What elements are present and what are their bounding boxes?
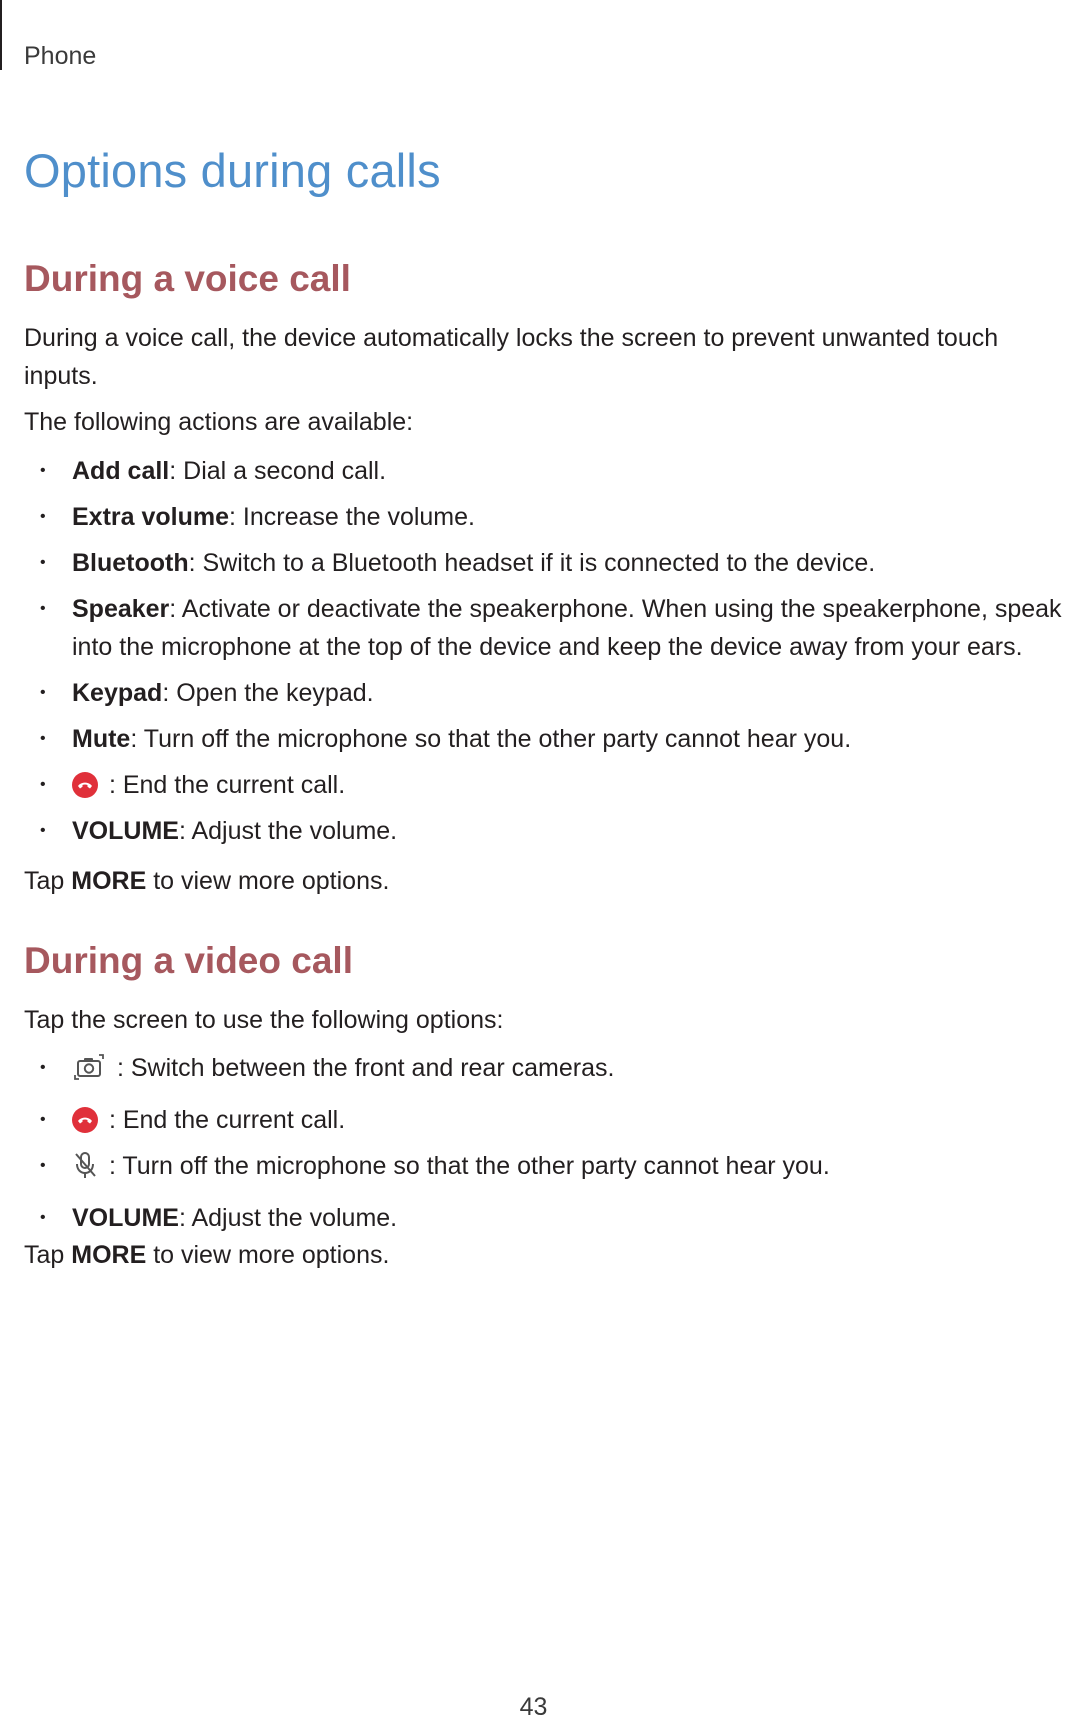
end-call-icon <box>72 772 98 798</box>
voice-call-intro: During a voice call, the device automatically locks the screen to prevent unwanted touch inputs. <box>24 324 999 390</box>
video-call-options-list <box>24 1049 1064 1237</box>
bullet: • <box>40 1209 46 1226</box>
bullet: • <box>40 684 46 701</box>
term-more: MORE <box>71 867 147 895</box>
term-speaker: Speaker <box>72 595 170 623</box>
section-heading-video-call: During a video call <box>24 940 353 981</box>
list-item-end-call <box>24 1101 1064 1139</box>
description: : End the current call. <box>102 1106 346 1134</box>
list-item-end-call <box>24 766 1064 804</box>
description: : Turn off the microphone so that the other party cannot hear you. <box>102 1152 830 1180</box>
description: : Activate or deactivate the speakerphone. When using the speakerphone, speak into the microphone at the top of the device and keep the device away from your ears. <box>72 595 1062 661</box>
more-prefix: Tap <box>24 1241 72 1269</box>
bullet: • <box>40 600 46 617</box>
term-volume: VOLUME <box>72 817 179 845</box>
bullet: • <box>40 1111 46 1128</box>
list-item-mute <box>24 720 1064 758</box>
term-extra-volume: Extra volume <box>72 503 230 531</box>
description: : Increase the volume. <box>229 503 475 531</box>
bullet: • <box>40 508 46 525</box>
term-add-call: Add call <box>72 457 170 485</box>
voice-call-more-note <box>24 862 1044 900</box>
bullet: • <box>40 554 46 571</box>
bullet: • <box>40 730 46 747</box>
description: : Switch to a Bluetooth headset if it is connected to the device. <box>188 549 876 577</box>
video-call-more-note <box>24 1236 1044 1274</box>
list-item-extra-volume <box>24 498 1064 536</box>
description: : Adjust the volume. <box>178 817 398 845</box>
list-item-keypad <box>24 674 1064 712</box>
term-keypad: Keypad <box>72 679 163 707</box>
bullet: • <box>40 1157 46 1174</box>
bullet: • <box>40 776 46 793</box>
list-item-volume <box>24 812 1064 850</box>
term-more: MORE <box>71 1241 147 1269</box>
bullet: • <box>40 1059 46 1076</box>
list-item-switch-camera <box>24 1049 1064 1093</box>
list-item-mute <box>24 1147 1064 1191</box>
section-heading-voice-call: During a voice call <box>24 258 351 299</box>
page-edge-line <box>0 0 2 70</box>
term-volume: VOLUME <box>72 1204 179 1232</box>
description: : End the current call. <box>102 771 346 799</box>
voice-call-options-list <box>24 452 1064 850</box>
page-number: 43 <box>519 1693 548 1721</box>
running-head: Phone <box>24 42 97 70</box>
end-call-icon <box>72 1107 98 1133</box>
list-item-bluetooth <box>24 544 1064 582</box>
list-item-add-call <box>24 452 1064 490</box>
term-mute: Mute <box>72 725 131 753</box>
description: : Switch between the front and rear cameras. <box>110 1054 615 1082</box>
term-bluetooth: Bluetooth <box>72 549 189 577</box>
video-call-lead: Tap the screen to use the following options: <box>24 1006 504 1034</box>
list-item-volume <box>24 1199 1064 1237</box>
description: : Dial a second call. <box>169 457 387 485</box>
switch-camera-icon <box>72 1052 106 1093</box>
description: : Adjust the volume. <box>178 1204 398 1232</box>
bullet: • <box>40 462 46 479</box>
bullet: • <box>40 822 46 839</box>
description: : Turn off the microphone so that the other party cannot hear you. <box>130 725 852 753</box>
more-suffix: to view more options. <box>146 867 390 895</box>
page-title: Options during calls <box>24 144 441 197</box>
description: : Open the keypad. <box>162 679 374 707</box>
list-item-speaker <box>24 590 1064 666</box>
more-suffix: to view more options. <box>146 1241 390 1269</box>
voice-call-lead: The following actions are available: <box>24 408 414 436</box>
mute-mic-icon <box>72 1150 98 1191</box>
more-prefix: Tap <box>24 867 72 895</box>
